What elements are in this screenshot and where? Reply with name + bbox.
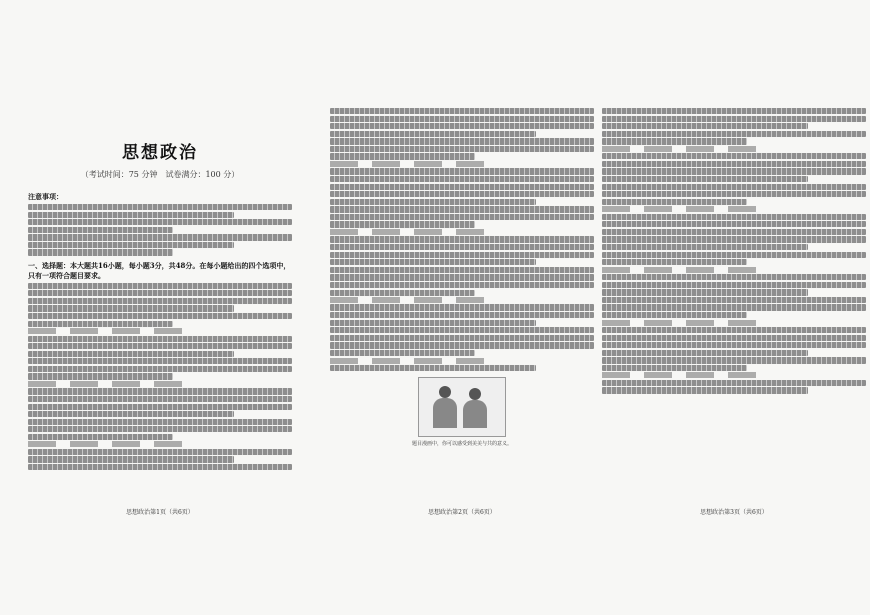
notice-heading: 注意事项：: [28, 192, 63, 201]
exam-title: 思想政治: [122, 143, 198, 163]
page-1: [28, 108, 292, 516]
page-2: [330, 108, 594, 516]
page-footer: 思想政治第2页（共6页）: [428, 509, 496, 516]
cartoon-figure: [418, 377, 506, 437]
page-footer: 思想政治第3页（共6页）: [700, 509, 768, 516]
figure-caption: 题目漫画中，你可以感受到美美与共的意义。: [411, 441, 512, 448]
page-3: [602, 108, 866, 516]
exam-subtitle: （考试时间：75 分钟 试卷满分：100 分）: [80, 170, 240, 179]
section-heading: 一、选择题：本大题共16小题，每小题3分，共48分。在每小题给出的四个选项中，只有一项符合题目要求。: [28, 260, 291, 280]
page-footer: 思想政治第1页（共6页）: [126, 509, 194, 516]
